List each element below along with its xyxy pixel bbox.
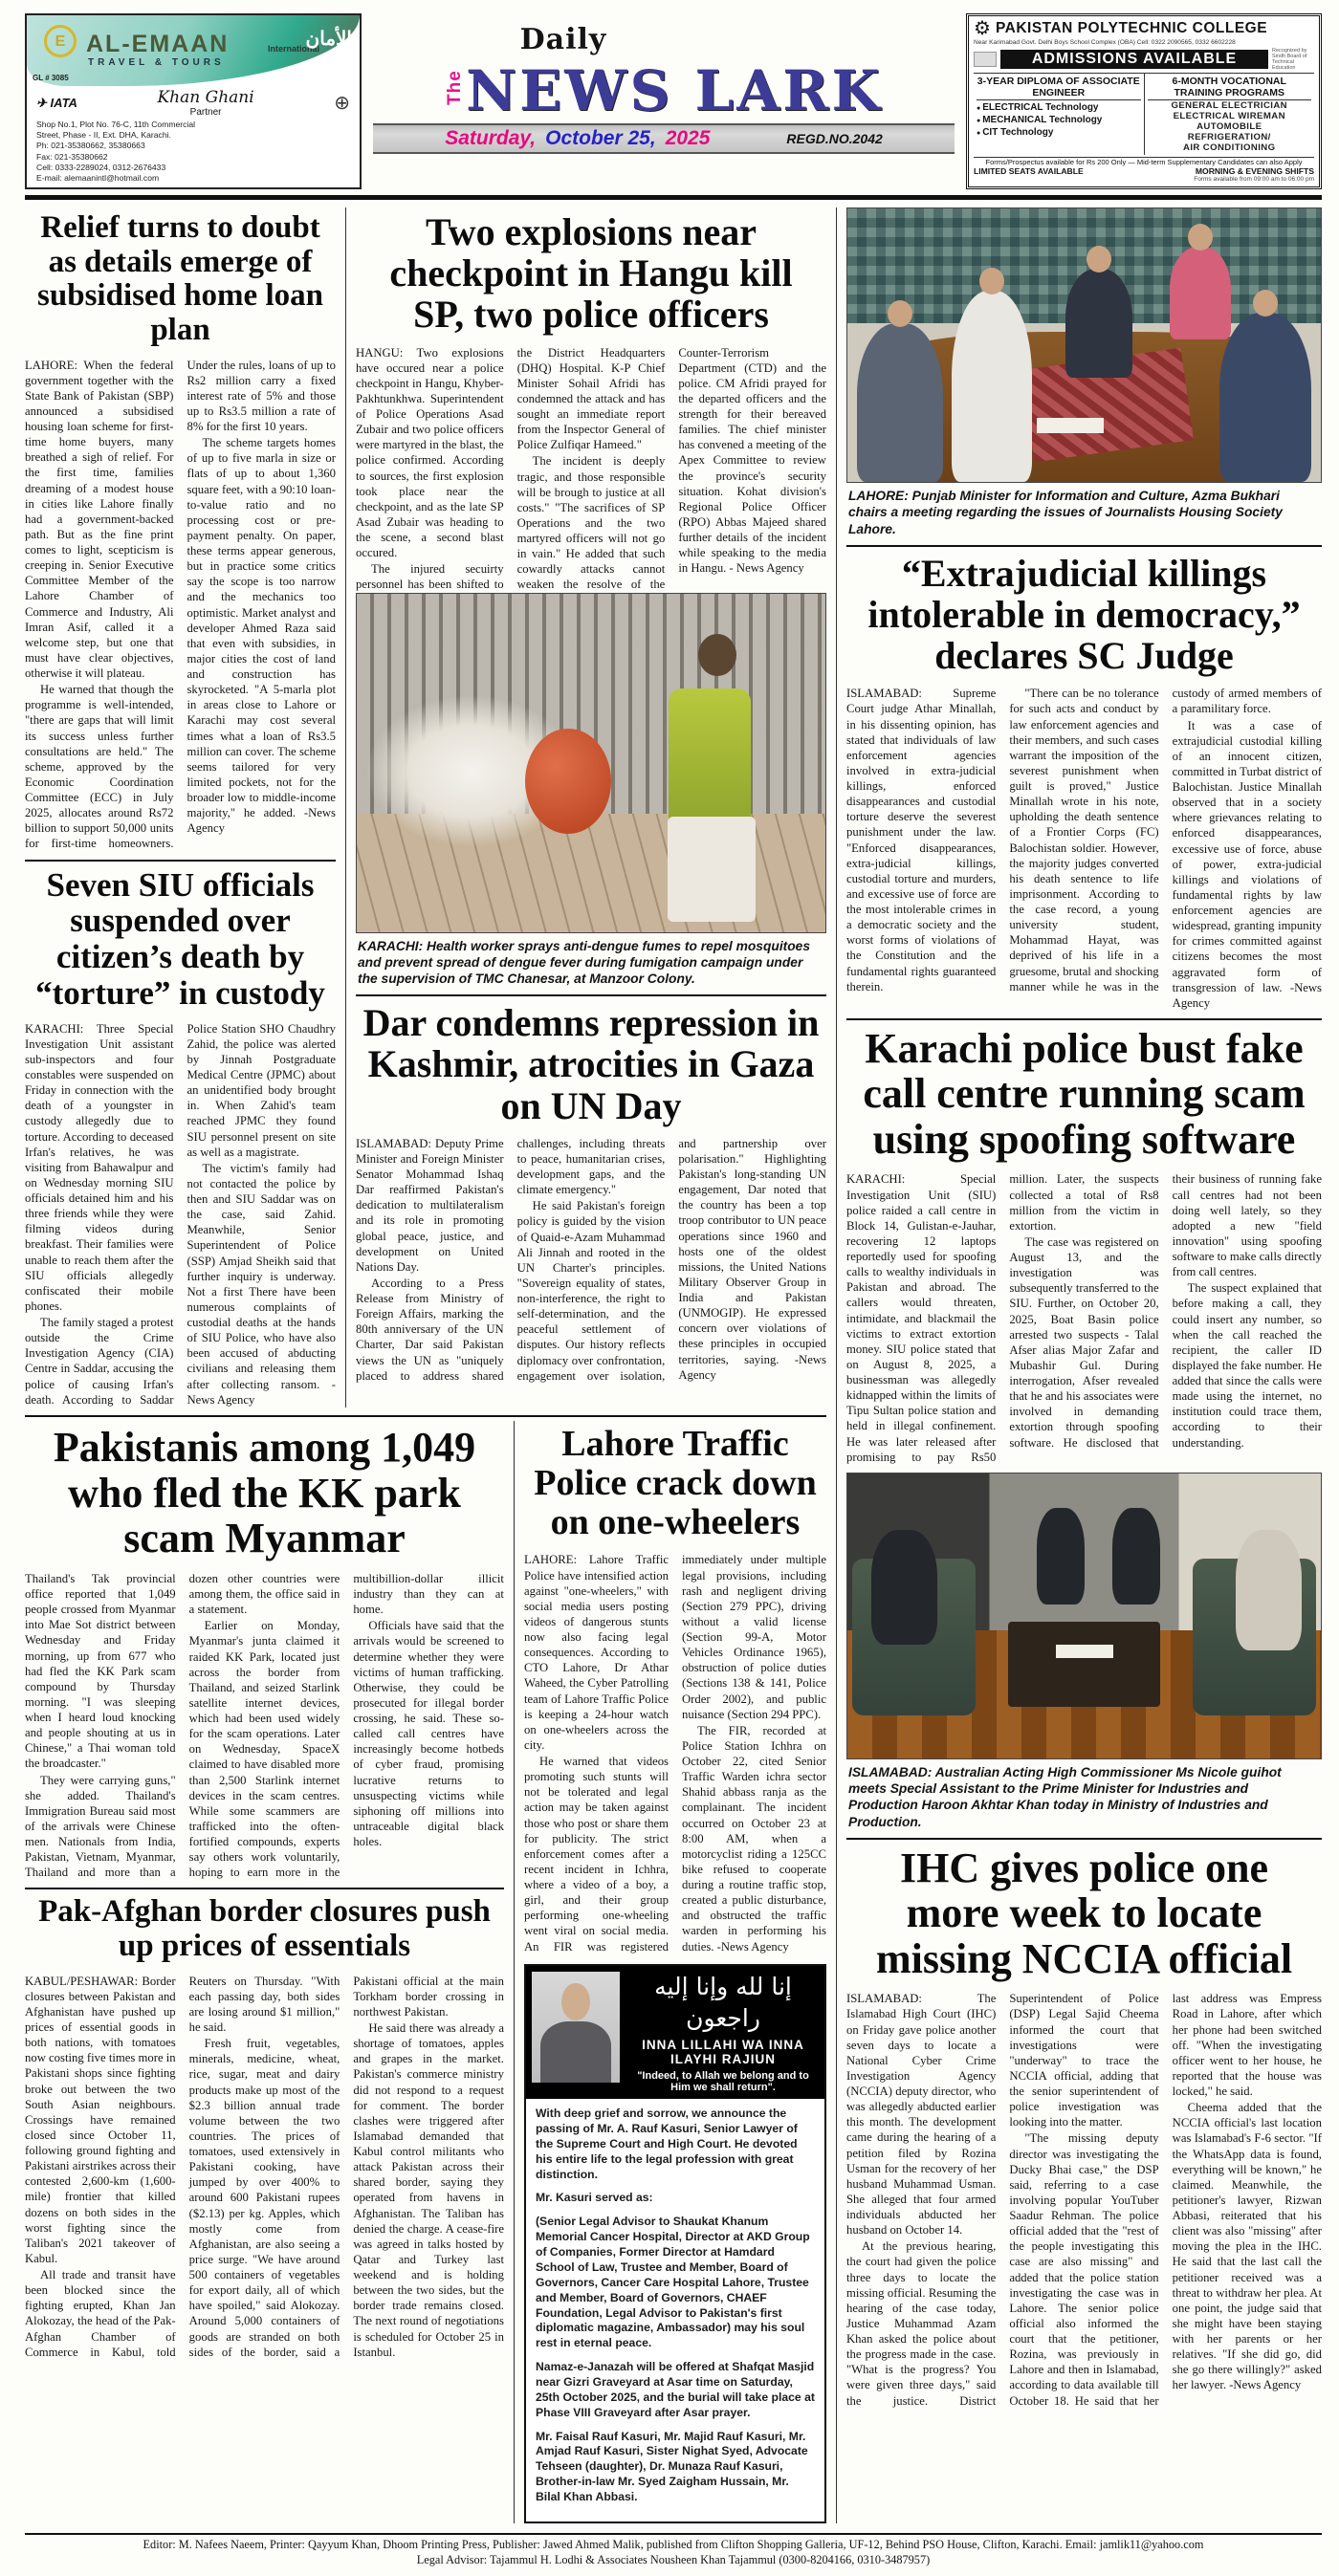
seated-official-right: [1236, 1530, 1302, 1649]
travel-logo-icon: E: [44, 25, 77, 57]
middle-column: [346, 207, 826, 1408]
official-second: [952, 291, 1032, 482]
photo-bukhari-meeting[interactable]: [846, 207, 1322, 483]
portrait-suit: [540, 2021, 611, 2083]
seated-official-left: [871, 1530, 937, 1644]
imprint-line-2: Legal Advisor: Tajammul H. Lodhi & Associates Nousheen Khan Tajammul (0300-8204166, 0310-3487957): [416, 2552, 931, 2566]
worker-green-vest: [669, 688, 751, 832]
coffee-table: [1008, 1622, 1159, 1707]
wings-icon: ✈: [36, 95, 47, 110]
divider: [846, 545, 1322, 547]
official-center: [1065, 269, 1132, 378]
travel-intl: International: [268, 44, 320, 54]
travel-partner: Khan Ghani Partner: [157, 88, 254, 118]
left-column: [25, 207, 346, 1408]
masthead: [373, 13, 955, 189]
divider: [25, 1888, 504, 1889]
call-centre-body: KARACHI: Special Investigation Unit (SIU) police raided a call centre in Block 14, Gulistan-e-Jauhar, recovering 12 laptops reportedly used for spoofing calls to wealthy individuals in Pakistan and abroad. The callers would threaten, intimidate, and blackmail the victims to extract extortion money. SIU police stated that on August 8, 2025, a businessman was allegedly kidnapped within the limits of Tipu Sultan police station and held in illegal confinement. He was later released after promising to pay Rs50 million. Later, the suspects collected a total of Rs8 million from the victim in extortion. The case was registered on August 13, and the investigation was subsequently transferred to the SIU. Further, on October 20, 2025, Boat Basin police arrested two suspects - Talal Afser alias Major Zafar and Mubashir Gul. During interrogation, Afser revealed that he and his associates were involved in demanding extortion through spoofing software. He disclosed that their business of running fake call centres had not been doing well lately, so they adopted a new "field innovation" using spoofing software to make calls directly from call centres. The suspect explained that before making a call, they could insert any number, so when the call reached the recipient, the caller ID displayed the fake number. He added that since the calls were made using the internet, no institution could trace them, according to their understanding.: [846, 1172, 1322, 1464]
travel-arabic-logo: الأمان: [305, 29, 352, 50]
article-pak-afghan-border[interactable]: [25, 1895, 504, 2360]
masthead-the: The: [445, 70, 466, 106]
article-dar-un-day[interactable]: [356, 1002, 826, 1384]
date-day: Saturday,: [445, 127, 537, 149]
ihc-headline: IHC gives police one more week to locate missing NCCIA official: [875, 1844, 1293, 1982]
college-vocational-column: 6-MONTH VOCATIONAL TRAINING PROGRAMS GENERAL ELECTRICIAN ELECTRICAL WIREMAN AUTOMOBILE REFRIGERATION/ AIR CONDITIONING: [1145, 74, 1315, 155]
travel-ad-middle: [27, 86, 360, 120]
college-seal: [974, 52, 997, 67]
college-diploma-column: 3-YEAR DIPLOMA OF ASSOCIATE ENGINEER ● ELECTRICAL Technology ● MECHANICAL Technology ● CIT Technology: [974, 74, 1145, 155]
imprint-line-1: Editor: M. Nafees Naeem, Printer: Qayyum Khan, Dhoom Printing Press, Publisher: Jawed Ahmed Malik, published from Clifton Shopping Galleria, UF-12, Behind PSO House, Clifton, Karachi. Email: jamlik11@yahoo.com: [143, 2537, 1204, 2551]
dar-headline: Dar condemns repression in Kashmir, atrocities in Gaza on UN Day: [362, 1001, 820, 1127]
photo-fumigation[interactable]: [356, 593, 826, 933]
masthead-daily: Daily: [519, 23, 607, 56]
main-content: [25, 207, 1322, 2523]
article-kk-park[interactable]: [25, 1425, 504, 1880]
travel-gl-number: GL # 3085: [33, 74, 69, 82]
pak-afghan-headline: Pak-Afghan border closures push up prices of essentials: [38, 1894, 491, 1964]
college-recognized: Recognized by Sindh Board of Technical Education: [1272, 48, 1307, 71]
diploma-items: ● ELECTRICAL Technology ● MECHANICAL Technology ● CIT Technology: [977, 102, 1141, 138]
siu-headline: Seven SIU officials suspended over citizen’s death by “torture” in custody: [35, 865, 325, 1012]
dar-body: ISLAMABAD: Deputy Prime Minister and Foreign Minister Senator Mohammad Ishaq Dar reaffirmed Pakistan's dedication to multilateralism and its role in promoting global peace, justice, and development on United Nations Day. According to a Press Release from Ministry of Foreign Affairs, marking the 80th anniversary of the UN Charter, Dar said Pakistan views the UN as "uniquely placed to address shared challenges, including threats to peace, humanitarian crises, development gaps, and the climate emergency." He said Pakistan's foreign policy is guided by the vision of Quaid-e-Azam Muhammad Ali Jinnah and rooted in the UN Charter's principles. "Sovereign equality of states, non-interference, the right to self-determination, and the peaceful settlement of disputes. Our history reflects diplomacy over confrontation, engagement over isolation, and partnership over polarisation." Highlighting Pakistan's long-standing UN engagement, Dar noted that the country has been a top troop contributor to UN peace operations since 1960 and hosts one of the oldest missions, the United Nations Military Observer Group in India and Pakistan (UNMOGIP). He expressed concern over violations of these principles in occupied territories, saying. -News Agency: [356, 1136, 826, 1383]
extrajudicial-headline: “Extrajudicial killings intolerable in democracy,” declares SC Judge: [867, 551, 1301, 678]
right-column: [836, 207, 1322, 2523]
obituary-quote: "Indeed, to Allah we belong and to Him we shall return".: [637, 2070, 809, 2094]
obituary-portrait: [532, 1972, 620, 2083]
table-papers: [1056, 1645, 1113, 1658]
minister-pink: [1170, 247, 1231, 339]
college-seats: LIMITED SEATS AVAILABLE: [974, 166, 1084, 176]
lower-middle-column: [515, 1421, 826, 2522]
home-loan-headline: Relief turns to doubt as details emerge of subsidised home loan plan: [37, 210, 323, 347]
article-traffic-police[interactable]: [524, 1425, 826, 1954]
gas-cylinder: [525, 729, 611, 834]
australia-caption: ISLAMABAD: Australian Acting High Commissioner Ms Nicole guihot meets Special Assistant to the Prime Minister for Industries and Production Haroon Akhtar Khan today in Ministry of Industries and Production.: [848, 1764, 1282, 1829]
ihc-body: ISLAMABAD: The Islamabad High Court (IHC) on Friday gave police another seven days to locate a National Cyber Crime Investigation Agency (NCCIA) deputy director, who was allegedly abducted earlier this month. The development came during the hearing of a petition filed by Rozina Usman for the recovery of her husband Muhammad Usman. She alleged that four armed individuals abducted her husband on October 14. At the previous hearing, the court had given the police three days to locate the missing official. Resuming the hearing of the case today, Justice Muhammad Azam Khan asked the police about the progress made in the case. "What is the progress? You were given three days," said the justice. District Superintendent of Police (DSP) Legal Sajid Cheema informed the court that investigations were "underway" to trace the NCCIA official, adding that the senior superintendent of police investigation was looking into the matter. "The missing deputy director was investigating the Ducky Bhai case," the DSP said, referring to a case involving popular YouTuber Saadur Rehman. The police official added that the "rest of the people investigating this case are also missing" and added that the police station investigating the case was in Lahore. The senior police official also informed the court that the petitioner, Rozina, was previously in Lahore and then in Islamabad, according to data available till October 18. He said that her last address was Empress Road in Lahore, after which her phone had been switched off. "When the investigating officer went to her house, he reported that the house was locked," he said. Cheema added that the NCCIA official's last location was Islamabad's F-6 sector. "If the WhatsApp data is found, everything will be known," he claimed. Meanwhile, the petitioner's lawyer, Rizwan Abbasi, reiterated that his client was also "missing" after moving the plea in the IHC. He said that the last call the petitioner received was a threat to withdraw her plea. At one point, the judge said that she might have been staying with her parents or her relatives. "If she did go, did she go there willingly?" asked her lawyer. -News Agency: [846, 1992, 1322, 2408]
official-right: [1219, 313, 1311, 482]
divider: [846, 1018, 1322, 1020]
worker-legs: [668, 817, 756, 922]
college-ad[interactable]: [966, 13, 1322, 189]
article-ihc-nccia[interactable]: [846, 1845, 1322, 2409]
kk-park-body: Thailand's Tak provincial office reported that 1,049 people crossed from Myanmar into Mae Sot district between Wednesday and Friday morning, up from 677 who had fled the KK Park scam compound by Thursday morning. "I was sleeping when I heard loud knocking and people shouting at us in Chinese," a Thai woman told the broadcaster." They were carrying guns," she added. Thailand's Immigration Bureau said most of the arrivals were Chinese men. Nationals from India, Pakistan, Vietnam, Myanmar, Thailand and more than a dozen other countries were among them, the office said in a statement. Earlier on Monday, Myanmar's junta claimed it raided KK Park, located just across the border from Thailand, and seized Starlink satellite internet devices, which had been used widely for the scam operations. Later on Wednesday, SpaceX claimed to have disabled more than 2,500 Starlink internet devices in the scam centres. While some scammers are trafficked into the often-fortified compounds, experts say others work voluntarily, hoping to earn more in the multibillion-dollar illicit industry than they can at home. Officials have said that the arrivals would be screened to determine whether they were victims of human trafficking. Otherwise, they could be prosecuted for illegal border crossing, he said. These so-called call centres have increasingly become hotbeds of cyber fraud, promising lucrative returns to unsuspecting victims while siphoning off millions into untraceable digital black holes.: [25, 1571, 504, 1880]
hangu-body: HANGU: Two explosions have occured near a police checkpoint in Hangu, Khyber-Pakhtunkhwa. Superintendent of Police Operations Asad Zubair and two police officers were martyred in the blast, the police confirmed. According to sources, the first explosion took place near the checkpoint, and as the late SP Asad Zubair was heading to the scene, a second blast occured. The injured secuirty personnel has been shifted to the District Headquarters (DHQ) Hospital. K-P Chief Minister Sohail Afridi has condemned the attack and has sought an immediate report from the Inspector General of Police Zulfiqar Hameed." The incident is deeply tragic, and those responsible will be brough to justice at all costs." "The sacrifices of SP Operations and the two martyred officers will not go in vain." He added that such cowardly attacks cannot weaken the resolve of the Counter-Terrorism Department (CTD) and the police. CM Afridi prayed for the departed officers and the strength for their bereaved families. The chief minister has convened a meeting of the Apex Committee to review the province's security situation. Kohat division's Regional Police Officer (RPO) Abbas Majeed shared further details of the incident while speaking to the media in Hangu. - News Agency: [356, 345, 826, 592]
college-forms-note: Forms/Prospectus available for Rs 200 Only — Mid-term Supplementary Candidates can also Apply: [974, 157, 1314, 166]
worker-head: [698, 634, 736, 676]
arabic-calligraphy: إنا لله وإنا إليه راجعون: [654, 1973, 792, 2032]
kk-park-headline: Pakistanis among 1,049 who fled the KK park scam Myanmar: [53, 1424, 476, 1562]
official-left: [857, 323, 943, 482]
travel-brand: AL-EMAAN: [86, 31, 230, 57]
iata-logo: ✈ IATA: [36, 95, 77, 110]
masthead-title: NEWS LARK: [466, 57, 883, 123]
obituary-transliteration: INNA LILLAHI WA INNA ILAYHI RAJIUN: [642, 2038, 804, 2067]
imprint-footer: [25, 2533, 1322, 2568]
seated-dignitary-second: [1112, 1508, 1160, 1605]
traffic-headline: Lahore Traffic Police crack down on one-wheelers: [534, 1424, 817, 1543]
globe-icon: ⊕: [334, 93, 350, 114]
call-centre-headline: Karachi police bust fake call centre running scam using spoofing software: [863, 1024, 1306, 1163]
traffic-body: LAHORE: Lahore Traffic Police have intensified action against "one-wheelers," with social media users posting videos of dangerous stunts now also facing legal consequences. According to CTO Lahore, Dr Athar Waheed, the Cyber Patrolling team of Lahore Traffic Police is keeping a 24-hour watch on one-wheelers across the city. He warned that videos promoting such stunts will not be tolerated and legal action may be taken against those who post or share them for publicity. The strict enforcement comes after a recent incident in Ichhra, where a video of a boy, a girl, and their group performing one-wheeling went viral on social media. An FIR was registered immediately under multiple legal provisions, including rash and negligent driving (Section 279 PPC), driving without a valid license (Section 99-A, Motor Vehicles Ordinance 1965), obstruction of police duties (Sections 138 & 141, Police Order 2002), and public nuisance (Section 294 PPC). The FIR, recorded at Police Station Ichhra on October 22, cited Senior Traffic Warden ichra sector Shahid abbass ranja as the complainant. The incident occurred on October 23 at 8:00 AM, when a motorcyclist riding a 125CC bike refused to cooperate during a routine traffic stop, created a public disturbance, and obstructed the traffic warden in performing his duties. -News Agency: [524, 1553, 826, 1954]
article-call-centre-bust[interactable]: [846, 1026, 1322, 1465]
extrajudicial-body: ISLAMABAD: Supreme Court judge Athar Minallah, in his dissenting opinion, has stated that individuals of law enforcement agencies involved in extra-judicial killings, enforced disappearances and custodial torture deserve the severest punishment under the law. "Enforced disappearances, extra-judicial killings, custodial torture and murders, and excessive use of force are the most intolerable crimes in a democratic society and the worst forms of violations of the Constitution and the fundamental rights guaranteed therein. "There can be no tolerance for such acts and conduct by law enforcement agencies and their members, and such cases warrant the imposition of the severest punishment when guilt is proved," Justice Minallah wrote in his note, upholding the death sentence of a Frontier Corps (FC) Balochistan soldier. However, the majority judges converted his death sentence to life imprisonment. According to the case record, a young university student, Mohammad Hayat, was deprived of his life in a gruesome, brutal and shocking manner while he was in the custody of armed members of a paramilitary force. It was a case of extrajudicial custodial killing of an innocent citizen, committed in Turbat district of Balochistan. Justice Minallah observed that in a society where grievances relating to enforced disappearances, excessive use of force, abuse of power, extra-judicial killings and violations of fundamental rights by law enforcement agencies are widespread, granting impunity for crimes committed against citizens becomes the most aggravated form of transgression of law. -News Agency: [846, 687, 1322, 1010]
siu-body: KARACHI: Three Special Investigation Unit assistant sub-inspectors and four constables were suspended on Friday in connection with the death of a youngster in custody allegedly due to torture. According to deceased Irfan's relatives, he was visiting from Bahawalpur and on Wednesday morning SIU officials detained him and his three friends while they were filming videos during breakfast. Their families were unable to reach them after the SIU officials allegedly confiscated their mobile phones. The family staged a protest outside the Crime Investigation Agency (CIA) Centre in Saddar, accusing the police of causing Irfan's death. According to Saddar Police Station SHO Chaudhry Zahid, the police was alerted by Jinnah Postgraduate Medical Centre (JPMC) about an unidentified body brought in. When Zahid's team reached JPMC they found SIU personnel present on site as well as a magistrate. The victim's family had not contacted the police by then and SIU Saddar was on the case, said Zahid. Meanwhile, Senior Superintendent of Police (SSP) Amjad Sheikh said that further inquiry is underway. Not a first There have been numerous complaints of custodial deaths at the hands of SIU Police, who have also been accused of abducting civilians and releasing them after collecting ransom. - News Agency: [25, 1021, 336, 1407]
bukhari-caption: LAHORE: Punjab Minister for Information and Culture, Azma Bukhari chairs a meeting regarding the issues of Journalists Housing Society Lahore.: [848, 489, 1283, 536]
documents: [1037, 418, 1104, 433]
header-rule: [25, 195, 1322, 200]
divider: [846, 1838, 1322, 1840]
registration-number: REGD.NO.2042: [786, 131, 883, 146]
home-loan-body: LAHORE: When the federal government together with the State Bank of Pakistan (SBP) announced a subsidised housing loan scheme for first-time home buyers, many breathed a sigh of relief. For the first time, families dreaming of a modest house in cities like Lahore finally had a government-backed path. But as the fine print comes to light, scepticism is creeping in. Senior Executive Committee Member of the Lahore Chamber of Commerce and Industry, Ali Imran Asif, called it a welcome step, but one that must have clear objectives, otherwise it will plateau. He warned that though the programme is well-intended, "there are gaps that will limit its success unless further consultations are held." The scheme, approved by the Economic Coordination Committee (ECC) in July 2025, allocates around Rs72 billion to support 50,000 units for first-time homeowners. Under the rules, loans of up to Rs2 million carry a fixed interest rate of 5% and those up to Rs3.5 million a rate of 8% for the first 10 years. The scheme targets homes of up to five marla in size or flats of up to about 1,360 square feet, with a 90:10 loan-to-value ratio and no processing cost or pre-payment penalty. On paper, these terms appear generous, but in practice some critics say the scope is too narrow and the mechanics too optimistic. Market analyst and developer Ahmed Raza said that even with subsidies, in major cities the cost of land and construction has skyrocketed. "A 5-marla plot in areas close to Lahore or Karachi may cost several times what a loan of Rs3.5 million can cover. The scheme seems tailored for very limited pockets, not for the broader low to middle-income majority," he added. -News Agency: [25, 358, 336, 851]
college-title: PAKISTAN POLYTECHNIC COLLEGE: [995, 20, 1268, 36]
article-home-loan[interactable]: [25, 211, 336, 852]
lower-left-column: [25, 1421, 515, 2522]
divider: [356, 994, 826, 996]
divider: [25, 860, 336, 862]
seated-dignitary-center: [1037, 1508, 1085, 1605]
article-hangu-explosions[interactable]: [356, 211, 826, 593]
photo-australia-meeting[interactable]: [846, 1473, 1322, 1759]
article-extrajudicial[interactable]: [846, 553, 1322, 1011]
travel-tagline: TRAVEL & TOURS: [88, 57, 225, 68]
fumigation-caption: KARACHI: Health worker sprays anti-dengue fumes to repel mosquitoes and prevent spread of dengue fever during fumigation campaign under the supervision of TMC Chanesar, at Manzoor Colony.: [358, 938, 811, 987]
vocational-items: GENERAL ELECTRICIAN ELECTRICAL WIREMAN AUTOMOBILE REFRIGERATION/ AIR CONDITIONING: [1171, 100, 1287, 153]
college-subtitle: Near Karimabad Govt. Delhi Boys School Complex (OBA) Cell: 0322 2090565, 0332 6602228: [974, 39, 1236, 46]
college-timing: Forms available from 09:00 am to 06:00 pm: [1194, 176, 1314, 183]
admissions-banner: ADMISSIONS AVAILABLE: [1000, 50, 1268, 69]
date-month: October 25,: [545, 127, 656, 149]
gear-icon: ⚙: [974, 18, 991, 39]
hangu-headline: Two explosions near checkpoint in Hangu kill SP, two police officers: [389, 210, 793, 337]
portrait-head: [561, 1983, 589, 2020]
pak-afghan-body: KABUL/PESHAWAR: Border closures between Pakistan and Afghanistan have pushed up prices of essential goods in both nations, with tomatoes now costing five times more in Pakistani shops since fighting broke out between the two South Asian neighbours. Crossings have remained closed since October 11, following ground fighting and Pakistani airstrikes across their contested 2,600-km (1,600-mile) frontier that killed dozens on both sides in the worst fighting since the Taliban's 2021 takeover of Kabul. All trade and transit have been blocked since the fighting erupted, Khan Jan Alokozay, the head of the Pak-Afghan Chamber of Commerce in Kabul, told Reuters on Thursday. "With each passing day, both sides are losing around $1 million," he said. Fresh fruit, vegetables, minerals, medicine, wheat, rice, sugar, meat and dairy products make up most of the $2.3 billion annual trade volume between the two countries. The prices of tomatoes, used extensively in Pakistani cooking, have jumped by over 400% to around 600 Pakistani rupees ($2.13) per kg. Apples, which mostly come from Afghanistan, are also seeing a price surge. "We have around 500 containers of vegetables for export daily, all of which have spoiled," said Alokozay. Around 5,000 containers of goods are stranded on both sides of the border, said a Pakistani official at the main Torkham border crossing in northwest Pakistan. He said there was already a shortage of tomatoes, apples and grapes in the market. Pakistan's commerce ministry did not respond to a request for comment. The border clashes were triggered after Islamabad demanded that Kabul control militants who attack Pakistan across their shared border, saying they operated from havens in Afghanistan. The Taliban has denied the charge. A cease-fire was agreed in talks hosted by Qatar and Turkey last weekend and is holding between the two sides, but the border trade remains closed. The next round of negotiations is scheduled for October 25 in Istanbul.: [25, 1974, 504, 2359]
obituary-ad[interactable]: [524, 1964, 826, 2523]
obituary-body: With deep grief and sorrow, we announce the passing of Mr. A. Rauf Kasuri, Senior Lawyer of the Supreme Court and High Court. He devoted his entire life to the legal profession with great distinction. Mr. Kasuri served as: (Senior Legal Advisor to Shaukat Khanum Memorial Cancer Hospital, Director at AKD Group of Companies, Former Director at Hamdard School of Law, Trustee and Member, Board of Governors, Cancer Care Hospital Lahore, Trustee and Member, Board of Governors, CHAEF Foundation, Legal Advisor to Pakistan's first diplomatic magazine, Ambassador) may his soul rest in eternal peace. Namaz-e-Janazah will be offered at Shafqat Masjid near Gizri Graveyard at Asar time on Saturday, 25th October 2025, and the burial will take place at Phase VIII Graveyard after Asar prayer. Mr. Faisal Rauf Kasuri, Mr. Majid Rauf Kasuri, Mr. Amjad Rauf Kasuri, Sister Nighat Syed, Advocate Tehseen (daughter), Dr. Munaza Rauf Kasuri, Brother-in-law Mr. Syed Zaigham Hussain, Mr. Bilal Khan Abbasi.: [536, 2107, 815, 2503]
date-bar: [373, 123, 955, 154]
obituary-header: [526, 1966, 824, 2099]
article-siu-suspended[interactable]: [25, 867, 336, 1408]
travel-address: Shop No.1, Plot No. 76-C, 11th Commercial Street, Phase - II, Ext. DHA, Karachi. Ph: 021-35380662, 35380663 Fax: 021-35380662 Cell: 0333-2289024, 0312-2676433 E-mail: alemaanintl@hotmail.com: [36, 120, 196, 183]
college-shifts: MORNING & EVENING SHIFTS: [1195, 166, 1314, 176]
page-header: [25, 13, 1322, 189]
date-year: 2025: [665, 127, 711, 149]
